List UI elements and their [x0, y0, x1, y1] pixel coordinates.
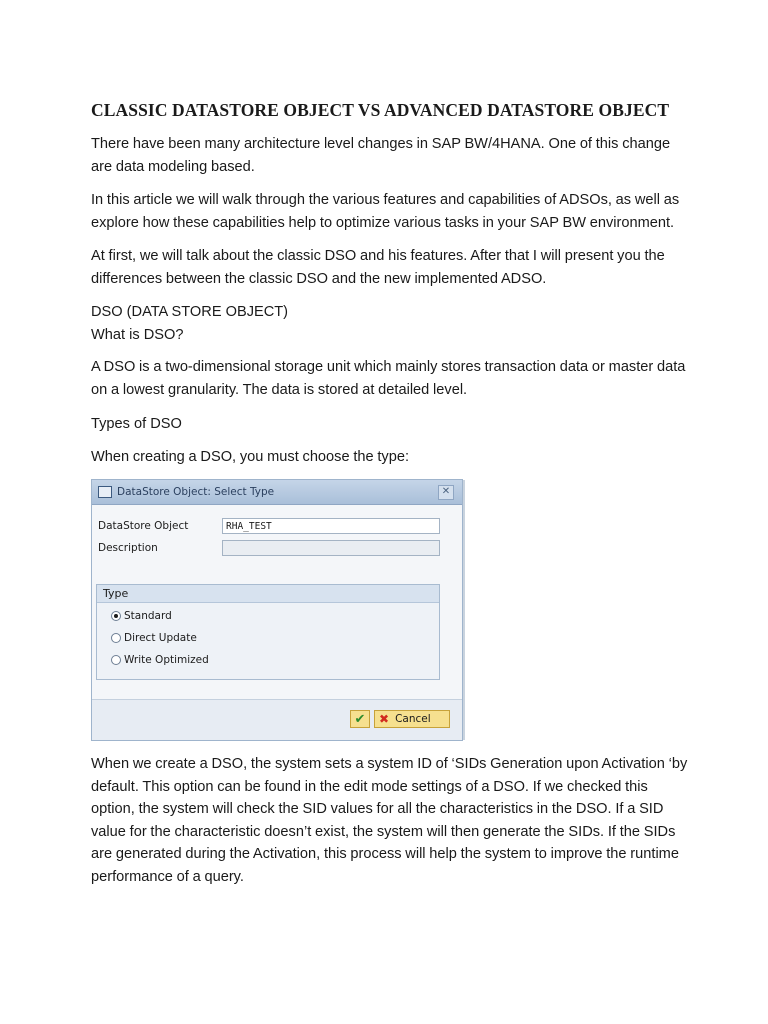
option-write-optimized-label: Write Optimized [124, 654, 209, 666]
description-row [98, 540, 440, 556]
window-icon [98, 486, 112, 498]
dialog-title: DataStore Object: Select Type [117, 486, 275, 498]
radio-write-optimized[interactable] [111, 655, 121, 665]
checkmark-icon[interactable]: ✔ [350, 710, 370, 728]
section-heading-dso: DSO (DATA STORE OBJECT) [91, 304, 289, 320]
dialog-title-bar [92, 480, 462, 505]
paragraph-article-scope: In this article we will walk through the various features and capabilities of ADSOs, as well as explore how these capabilities help to optimize various tasks in your SAP BW environment. [91, 192, 680, 231]
description-label: Description [98, 542, 158, 554]
option-standard[interactable] [97, 605, 439, 627]
dso-name-label: DataStore Object [98, 520, 189, 532]
radio-standard[interactable] [111, 611, 121, 621]
type-group-header: Type [97, 585, 439, 603]
paragraph-outline: At first, we will talk about the classic DSO and his features. After that I will present you the differences between the classic DSO and the new implemented ADSO. [91, 248, 665, 287]
paragraph-sid-generation: When we create a DSO, the system sets a system ID of ‘SIDs Generation upon Activation ‘by default. This option can be found in the edit mode settings of a DSO. If we checked this option, the system will check the SID values for all the characteristics in the DSO. If a SID value for the characteristic doesn’t exist, the system will then generate the SIDs. If the SIDs are generated during the Activation, this process will help the system to improve the runtime performance of a query. [91, 756, 688, 885]
paragraph-choose-type: When creating a DSO, you must choose the type: [91, 448, 410, 465]
dso-name-input[interactable]: RHA_TEST [222, 518, 440, 534]
page-title: CLASSIC DATASTORE OBJECT VS ADVANCED DATASTORE OBJECT [91, 100, 670, 120]
option-write-optimized[interactable] [97, 649, 439, 671]
radio-direct-update[interactable] [111, 633, 121, 643]
paragraph-dso-definition: A DSO is a two-dimensional storage unit which mainly stores transaction data or master data on a lowest granularity. The data is stored at detailed level. [91, 359, 686, 398]
section-heading-types-of-dso: Types of DSO [91, 416, 182, 432]
option-direct-update[interactable] [97, 627, 439, 649]
description-input[interactable] [222, 540, 440, 556]
paragraph-intro: There have been many architecture level changes in SAP BW/4HANA. One of this change are data modeling based. [91, 136, 671, 175]
cancel-x-icon: ✖ [379, 712, 390, 726]
option-standard-label: Standard [124, 610, 172, 622]
section-heading-what-is-dso: What is DSO? [91, 326, 184, 343]
option-direct-update-label: Direct Update [124, 632, 197, 644]
article-body [91, 100, 691, 899]
close-icon[interactable]: ✕ [438, 485, 454, 500]
type-group [96, 584, 440, 680]
select-type-dialog [91, 479, 463, 741]
cancel-button-label: Cancel [395, 713, 431, 725]
dialog-footer [92, 699, 462, 740]
dso-name-row [98, 518, 440, 534]
cancel-button[interactable] [374, 710, 450, 728]
dialog-edge-divider [463, 480, 465, 740]
